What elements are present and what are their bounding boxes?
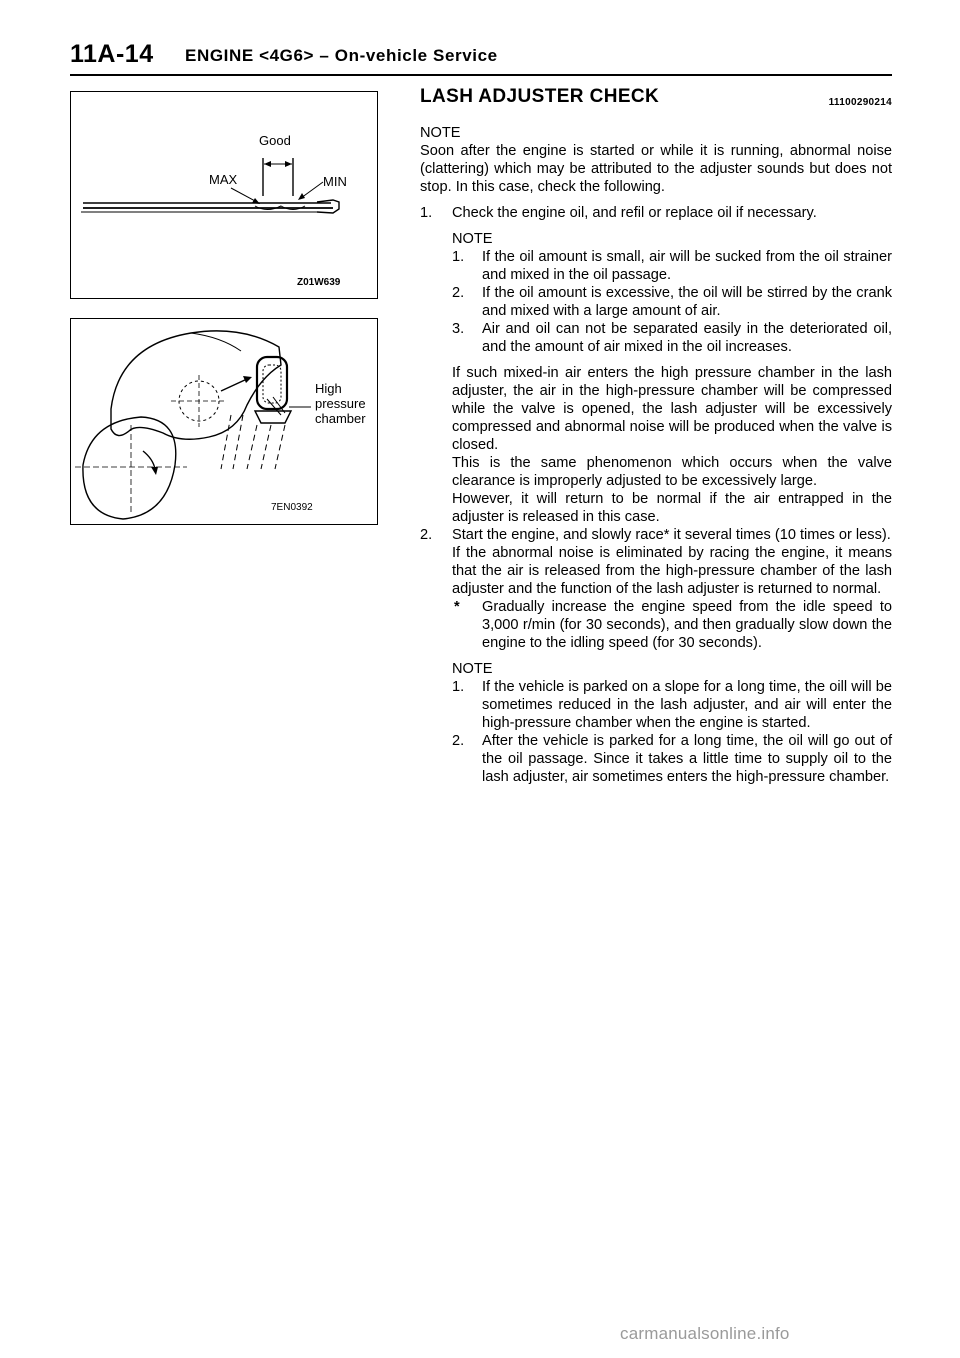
label-pressure: pressure <box>315 396 366 411</box>
paragraph: If the abnormal noise is eliminated by racing the engine, it means that the air is released from the high-pressure chamber of the lash adjuster and the function of the lash adjuster is returned to normal. <box>452 545 892 597</box>
label-chamber: chamber <box>315 411 366 426</box>
paragraph: However, it will return to be normal if the air entrapped in the adjuster is released in this case. <box>452 491 892 525</box>
step-2 <box>420 526 892 544</box>
figure-code: Z01W639 <box>297 277 341 288</box>
label-min: MIN <box>323 174 347 189</box>
label-good: Good <box>259 133 291 148</box>
step-text: Start the engine, and slowly race* it several times (10 times or less). <box>452 527 891 543</box>
note-item-text: If the oil amount is small, air will be sucked from the oil strainer and mixed in the oil passage. <box>482 249 892 283</box>
note-label: NOTE <box>420 125 461 141</box>
section-title: LASH ADJUSTER CHECK <box>420 86 660 107</box>
note-item <box>420 284 892 320</box>
dipstick-figure <box>70 91 378 299</box>
note-label: NOTE <box>452 661 493 677</box>
label-max: MAX <box>209 172 238 187</box>
note-item <box>420 678 892 732</box>
header-rule <box>70 74 892 76</box>
label-high: High <box>315 381 342 396</box>
note-item <box>420 320 892 356</box>
note-item-text: After the vehicle is parked for a long time, the oil will go out of the oil passage. Since it takes a little time to supply oil to the lash adjuster, air sometimes enters the high-pressure chamber. <box>482 733 892 785</box>
note-item <box>420 248 892 284</box>
page-number: 11A-14 <box>70 40 154 68</box>
step-number: 1. <box>420 205 433 221</box>
figure-code: 7EN0392 <box>271 502 313 513</box>
asterisk-mark: * <box>454 599 460 615</box>
lash-adjuster-figure <box>70 318 378 525</box>
dipstick-diagram <box>71 92 377 298</box>
step-number: 2. <box>420 527 433 543</box>
footnote-text: Gradually increase the engine speed from the idle speed to 3,000 r/min (for 30 seconds), and then gradually slow down the engine to the idling speed (for 30 seconds). <box>482 599 892 651</box>
note-number: 1. <box>452 249 465 265</box>
paragraph: If such mixed-in air enters the high pressure chamber in the lash adjuster, the air in the high-pressure chamber will be compressed while the valve is opened, the lash adjuster will be excessively compressed and abnormal noise will be produced when the valve is closed. <box>452 365 892 453</box>
lash-adjuster-diagram <box>71 319 377 524</box>
paragraph: This is the same phenomenon which occurs when the valve clearance is improperly adjusted to be excessively large. <box>452 455 892 489</box>
note-number: 3. <box>452 321 465 337</box>
note-item-text: Air and oil can not be separated easily in the deteriorated oil, and the amount of air mixed in the oil increases. <box>482 321 892 355</box>
section-heading <box>420 88 892 116</box>
note-number: 2. <box>452 285 465 301</box>
note-text: Soon after the engine is started or while it is running, abnormal noise (clattering) which may be attributed to the adjuster sounds but does not stop. In this case, check the following. <box>420 143 892 195</box>
footnote <box>420 598 892 652</box>
step-1 <box>420 204 892 222</box>
page-section-title: ENGINE <4G6> – On-vehicle Service <box>185 46 498 65</box>
note-item <box>420 732 892 786</box>
main-content <box>420 88 892 786</box>
note-label: NOTE <box>452 231 493 247</box>
note-item-text: If the vehicle is parked on a slope for a long time, the oill will be sometimes reduced in the lash adjuster, and air will enter the high-pressure chamber when the engine is started. <box>482 679 892 731</box>
note-item-text: If the oil amount is excessive, the oil will be stirred by the crank and mixed with a large amount of air. <box>482 285 892 319</box>
note-number: 1. <box>452 679 465 695</box>
step-text: Check the engine oil, and refil or replace oil if necessary. <box>452 205 817 221</box>
section-code: 11100290214 <box>828 97 892 108</box>
page-header <box>70 40 892 74</box>
watermark: carmanualsonline.info <box>620 1324 790 1343</box>
note-number: 2. <box>452 733 465 749</box>
